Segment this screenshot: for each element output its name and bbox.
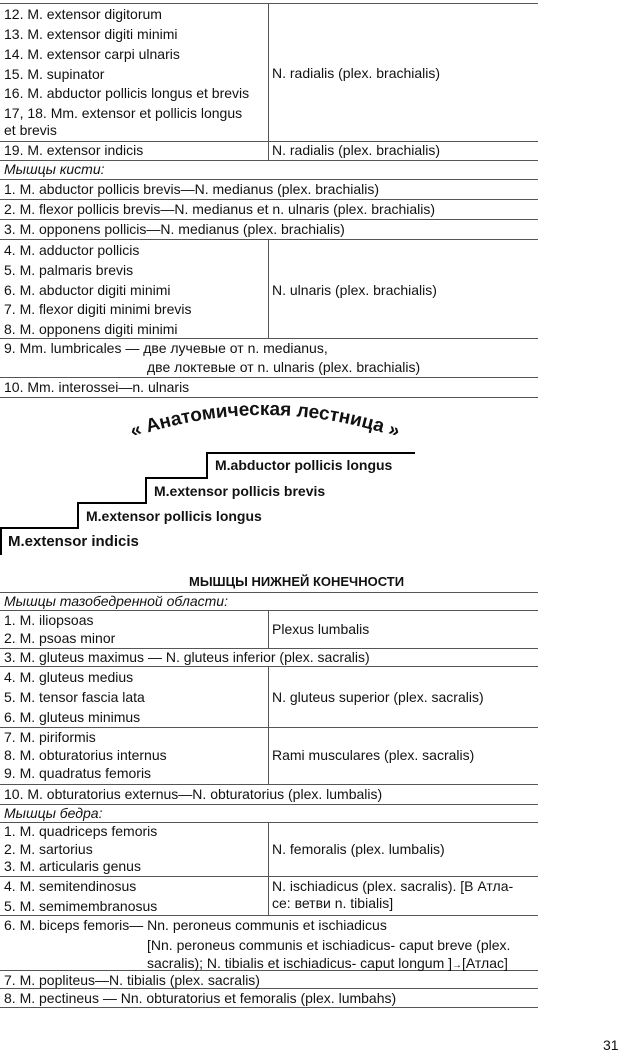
muscle-row: 1. M. quadriceps femoris xyxy=(4,823,158,839)
rule xyxy=(0,3,538,4)
muscle-row: 1. M. abductor pollicis brevis—N. medianus (plex. brachialis) xyxy=(4,181,380,197)
muscle-row: 2. M. sartorius xyxy=(4,841,93,857)
muscle-row: 12. M. extensor digitorum xyxy=(4,6,162,22)
nerve-cell: Plexus lumbalis xyxy=(272,621,370,637)
nerve-cell: N. radialis (plex. brachialis) xyxy=(272,65,441,81)
stair-line xyxy=(77,502,79,528)
section-title: МЫШЦЫ НИЖНЕЙ КОНЕЧНОСТИ xyxy=(189,574,405,589)
nerve-cell: N. femoralis (plex. lumbalis) xyxy=(272,841,445,857)
muscle-row: 9. Mm. lumbricales — две лучевые от n. medianus, xyxy=(4,340,328,356)
ladder-title-text: « Анатомическая лестница » xyxy=(127,398,403,443)
stair-line xyxy=(206,452,208,478)
muscle-row: 5. M. palmaris brevis xyxy=(4,262,134,278)
muscle-row: 4. M. gluteus medius xyxy=(4,669,134,685)
nerve-cell: се: ветви n. tibialis] xyxy=(272,895,394,911)
muscle-row: две локтевые от n. ulnaris (plex. brachialis) xyxy=(147,359,421,375)
column-divider xyxy=(268,610,269,648)
stair-line xyxy=(77,502,147,504)
muscle-row: 7. M. popliteus—N. tibialis (plex. sacralis) xyxy=(4,972,260,988)
note-line: [Nn. peroneus communis et ischiadicus- caput breve (plex. xyxy=(147,937,511,953)
muscle-row: 1. M. iliopsoas xyxy=(4,612,94,628)
stair-line xyxy=(145,477,147,503)
column-divider xyxy=(268,822,269,915)
muscle-row: 2. M. flexor pollicis brevis—N. medianus et n. ulnaris (plex. brachialis) xyxy=(4,201,436,217)
stair-line xyxy=(0,527,2,555)
stair-line xyxy=(206,452,415,454)
page-number: 31 xyxy=(603,1037,619,1053)
muscle-row: 3. M. opponens pollicis—N. medianus (plex. brachialis) xyxy=(4,221,345,237)
muscle-row: 6. M. gluteus minimus xyxy=(4,709,141,725)
muscle-row: 5. M. tensor fascia lata xyxy=(4,689,145,705)
nerve-cell: N. ulnaris (plex. brachialis) xyxy=(272,282,437,298)
rule xyxy=(0,1007,538,1008)
muscle-row: 17, 18. Mm. extensor et pollicis longus xyxy=(4,105,243,121)
note-text: sacralis); N. tibialis et ischiadicus- caput longum ] xyxy=(147,955,453,971)
note-text: [Атлас] xyxy=(462,955,508,971)
arrow-icon: → xyxy=(452,960,463,971)
muscle-row: 8. M. obturatorius internus xyxy=(4,747,167,763)
section-header: Мышцы кисти: xyxy=(4,161,105,177)
muscle-row: 8. M. pectineus — Nn. obturatorius et femoralis (plex. lumbahs) xyxy=(4,990,397,1006)
muscle-row: 19. M. extensor indicis xyxy=(4,142,144,158)
muscle-row: 13. M. extensor digiti minimi xyxy=(4,26,178,42)
nerve-cell: N. ischiadicus (plex. sacralis). [В Атла- xyxy=(272,878,514,894)
muscle-row: 7. M. flexor digiti minimi brevis xyxy=(4,301,192,317)
stair-line xyxy=(0,527,79,529)
rule xyxy=(0,666,538,667)
ladder-step: M.abductor pollicis longus xyxy=(215,457,393,473)
muscle-row: 6. M. biceps femoris— Nn. peroneus communis et ischiadicus xyxy=(4,917,387,933)
nerve-cell: Rami musculares (plex. sacralis) xyxy=(272,747,475,763)
muscle-row: 6. M. abductor digiti minimi xyxy=(4,282,171,298)
muscle-row: 9. M. quadratus femoris xyxy=(4,765,152,781)
muscle-row: 2. M. psoas minor xyxy=(4,630,116,646)
muscle-row: 10. M. obturatorius externus—N. obturatorius (plex. lumbalis) xyxy=(4,786,383,802)
muscle-row: 7. M. piriformis xyxy=(4,729,96,745)
muscle-row: 15. M. supinator xyxy=(4,66,105,82)
column-divider xyxy=(268,3,269,160)
nerve-cell: N. radialis (plex. brachialis) xyxy=(272,142,441,158)
muscle-row: 3. M. articularis genus xyxy=(4,858,141,874)
column-divider xyxy=(268,666,269,784)
ladder-step: M.extensor pollicis brevis xyxy=(154,483,326,499)
stair-line xyxy=(145,477,208,479)
section-header: Мышцы бедра: xyxy=(4,805,103,821)
ladder-title xyxy=(120,395,410,447)
muscle-row: 8. M. opponens digiti minimi xyxy=(4,321,178,337)
muscle-row: 4. M. semitendinosus xyxy=(4,878,137,894)
muscle-row: et brevis xyxy=(4,122,57,138)
section-header: Мышцы тазобедренной области: xyxy=(4,593,228,609)
rule xyxy=(0,239,538,240)
column-divider xyxy=(268,239,269,338)
muscle-row: 4. M. adductor pollicis xyxy=(4,242,140,258)
muscle-row: 16. M. abductor pollicis longus et brevis xyxy=(4,85,250,101)
muscle-row: 10. Mm. interossei—n. ulnaris xyxy=(4,379,190,395)
muscle-row: 5. M. semimembranosus xyxy=(4,898,158,914)
muscle-row: 14. M. extensor carpi ulnaris xyxy=(4,46,180,62)
nerve-cell: N. gluteus superior (plex. sacralis) xyxy=(272,689,484,705)
ladder-step: M.extensor indicis xyxy=(8,533,139,550)
ladder-step: M.extensor pollicis longus xyxy=(86,508,262,524)
svg-text:« Анатомическая лестница » xyxy=(128,399,403,442)
muscle-row: 3. M. gluteus maximus — N. gluteus inferior (plex. sacralis) xyxy=(4,649,370,665)
